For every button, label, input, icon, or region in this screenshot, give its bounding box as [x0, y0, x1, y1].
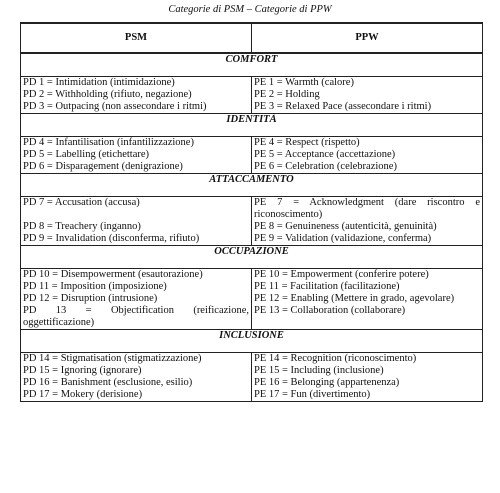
ppw-item: PE 10 = Empowerment (conferire potere) — [254, 269, 429, 280]
ppw-item: PE 17 = Fun (divertimento) — [254, 389, 371, 400]
ppw-cell — [252, 269, 483, 330]
psm-item: PD 9 = Invalidation (disconferma, rifiuto) — [23, 233, 200, 244]
ppw-cell — [252, 137, 483, 174]
psm-cell — [21, 77, 252, 114]
ppw-item: PE 15 = Including (inclusione) — [254, 365, 384, 376]
psm-cell — [21, 137, 252, 174]
categories-table — [20, 22, 483, 402]
ppw-cell — [252, 77, 483, 114]
ppw-item: PE 12 = Enabling (Mettere in grado, agevolare) — [254, 293, 455, 304]
psm-cell — [21, 197, 252, 246]
ppw-item: PE 14 = Recognition (riconoscimento) — [254, 353, 417, 364]
section-row-identita — [21, 114, 483, 137]
section-row-comfort — [21, 53, 483, 77]
section-body-inclusione — [21, 353, 483, 402]
psm-item: PD 1 = Intimidation (intimidazione) — [23, 77, 175, 88]
ppw-item: PE 7 = Acknowledgment (dare riscontro e riconoscimento) — [254, 197, 480, 220]
ppw-cell — [252, 197, 483, 246]
section-body-comfort — [21, 77, 483, 114]
ppw-item: PE 13 = Collaboration (collaborare) — [254, 305, 406, 316]
table-caption: Categorie di PSM – Categorie di PPW — [168, 4, 332, 15]
ppw-item: PE 5 = Acceptance (accettazione) — [254, 149, 396, 160]
psm-cell — [21, 353, 252, 402]
section-body-occupazione — [21, 269, 483, 330]
section-title: ATTACCAMENTO — [21, 174, 483, 197]
psm-item: PD 7 = Accusation (accusa) — [23, 197, 140, 208]
ppw-cell — [252, 353, 483, 402]
psm-item: PD 5 = Labelling (etichettare) — [23, 149, 150, 160]
spacer — [23, 209, 249, 221]
psm-item: PD 2 = Withholding (rifiuto, negazione) — [23, 89, 192, 100]
psm-item: PD 8 = Treachery (inganno) — [23, 221, 141, 232]
section-row-attaccamento — [21, 174, 483, 197]
psm-item: PD 11 = Imposition (imposizione) — [23, 281, 167, 292]
ppw-item: PE 8 = Genuineness (autenticità, genuinità) — [254, 221, 437, 232]
section-title: COMFORT — [21, 53, 483, 77]
psm-item: PD 3 = Outpacing (non assecondare i ritmi) — [23, 101, 207, 112]
section-body-attaccamento — [21, 197, 483, 246]
section-row-occupazione — [21, 246, 483, 269]
psm-item: PD 15 = Ignoring (ignorare) — [23, 365, 142, 376]
section-row-inclusione — [21, 330, 483, 353]
ppw-item: PE 6 = Celebration (celebrazione) — [254, 161, 397, 172]
ppw-item: PE 3 = Relaxed Pace (assecondare i ritmi) — [254, 101, 432, 112]
header-ppw: PPW — [252, 23, 483, 53]
ppw-item: PE 1 = Warmth (calore) — [254, 77, 354, 88]
psm-item: PD 12 = Disruption (intrusione) — [23, 293, 158, 304]
ppw-item: PE 4 = Respect (rispetto) — [254, 137, 360, 148]
psm-item: PD 4 = Infantilisation (infantilizzazione) — [23, 137, 194, 148]
ppw-item: PE 9 = Validation (validazione, conferma) — [254, 233, 432, 244]
psm-cell — [21, 269, 252, 330]
psm-item: PD 14 = Stigmatisation (stigmatizzazione) — [23, 353, 202, 364]
psm-item: PD 10 = Disempowerment (esautorazione) — [23, 269, 203, 280]
psm-item: PD 13 = Objectification (reificazione, oggettificazione) — [23, 305, 249, 328]
section-title: INCLUSIONE — [21, 330, 483, 353]
psm-item: PD 6 = Disparagement (denigrazione) — [23, 161, 183, 172]
section-body-identita — [21, 137, 483, 174]
header-row — [21, 23, 483, 53]
section-title: IDENTITÀ — [21, 114, 483, 137]
header-psm: PSM — [21, 23, 252, 53]
ppw-item: PE 11 = Facilitation (facilitazione) — [254, 281, 400, 292]
psm-item: PD 17 = Mokery (derisione) — [23, 389, 143, 400]
ppw-item: PE 2 = Holding — [254, 89, 320, 100]
ppw-item: PE 16 = Belonging (appartenenza) — [254, 377, 400, 388]
section-title: OCCUPAZIONE — [21, 246, 483, 269]
psm-item: PD 16 = Banishment (esclusione, esilio) — [23, 377, 193, 388]
